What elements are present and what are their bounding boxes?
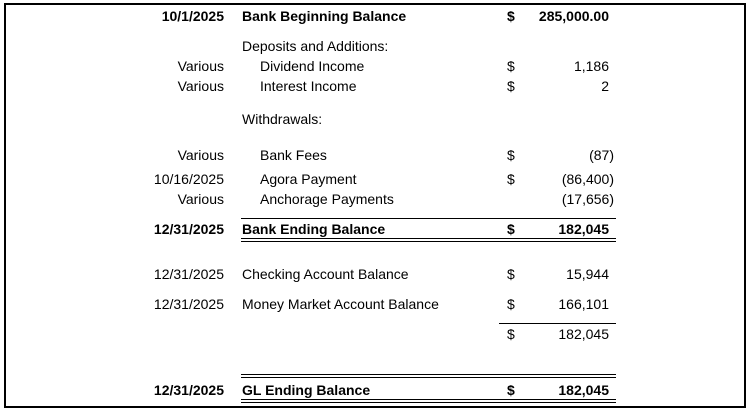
row-label: Bank Beginning Balance	[242, 8, 407, 24]
row-date: 12/31/2025	[153, 296, 224, 312]
row-date: 12/31/2025	[153, 266, 224, 282]
accounts-total-rule	[499, 323, 616, 324]
gl-rule-second	[241, 377, 616, 378]
row-amount: 182,045	[558, 326, 609, 342]
dollar-sign: $	[507, 78, 515, 94]
withdrawals-header: Withdrawals:	[242, 111, 323, 127]
dollar-sign: $	[507, 326, 515, 342]
dollar-sign: $	[507, 266, 515, 282]
row-date: 10/1/2025	[161, 8, 224, 24]
row-amount: 15,944	[566, 266, 609, 282]
dollar-sign: $	[507, 296, 515, 312]
row-date: Various	[177, 147, 224, 163]
dollar-sign: $	[507, 221, 515, 237]
dollar-sign: $	[507, 58, 515, 74]
row-label: Anchorage Payments	[260, 191, 394, 207]
row-amount: 2	[601, 78, 609, 94]
row-label: Agora Payment	[260, 171, 357, 187]
row-label: Checking Account Balance	[242, 266, 409, 282]
row-date: Various	[177, 78, 224, 94]
gl-double-rule-bottom	[241, 402, 616, 403]
row-amount: 1,186	[573, 58, 609, 74]
gl-double-rule-top	[241, 399, 616, 400]
gl-rule-top	[241, 374, 616, 375]
row-date: 12/31/2025	[153, 382, 224, 398]
dollar-sign: $	[507, 8, 515, 24]
row-label: Bank Fees	[260, 147, 327, 163]
row-label: Money Market Account Balance	[242, 296, 439, 312]
row-label: Interest Income	[260, 78, 357, 94]
row-amount: 285,000.00	[538, 8, 609, 24]
subtotal-rule	[241, 218, 616, 219]
row-amount: (17,656)	[561, 191, 614, 207]
dollar-sign: $	[507, 382, 515, 398]
row-date: Various	[177, 58, 224, 74]
row-amount: (86,400)	[561, 171, 614, 187]
row-label: GL Ending Balance	[242, 382, 371, 398]
double-rule-top	[241, 238, 616, 239]
row-label: Dividend Income	[260, 58, 365, 74]
row-amount: 182,045	[558, 221, 609, 237]
row-date: 12/31/2025	[153, 221, 224, 237]
row-date: 10/16/2025	[153, 171, 224, 187]
row-amount: 166,101	[558, 296, 609, 312]
deposits-header: Deposits and Additions:	[242, 38, 389, 54]
dollar-sign: $	[507, 147, 515, 163]
dollar-sign: $	[507, 171, 515, 187]
row-amount: (87)	[589, 147, 614, 163]
double-rule-bottom	[241, 241, 616, 242]
row-date: Various	[177, 191, 224, 207]
row-amount: 182,045	[558, 382, 609, 398]
row-label: Bank Ending Balance	[242, 221, 386, 237]
